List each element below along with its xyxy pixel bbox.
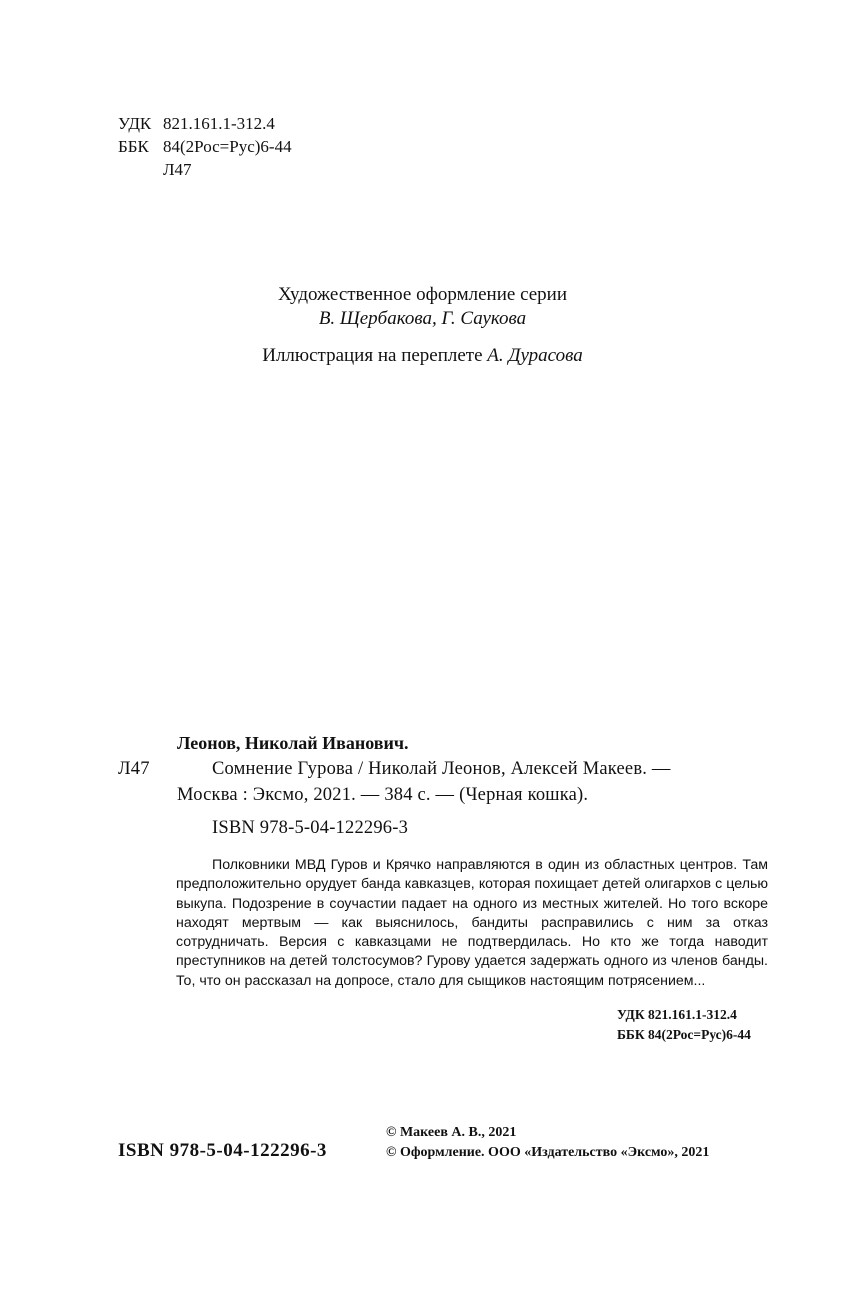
- isbn-footer: ISBN 978-5-04-122296-3: [118, 1140, 327, 1161]
- series-design-names: В. Щербакова, Г. Саукова: [318, 308, 527, 329]
- copyright-author: © Макеев А. В., 2021: [386, 1125, 517, 1140]
- title-line: Сомнение Гурова / Николай Леонов, Алексей Макеев. —: [212, 759, 671, 779]
- copyright-design: © Оформление. ООО «Издательство «Эксмо», 2021: [386, 1145, 710, 1160]
- illustration-credit: [0, 345, 845, 367]
- annotation: [176, 856, 768, 991]
- udk-label: УДК: [118, 114, 152, 133]
- udk-code-line: [118, 113, 275, 135]
- bbk-classification: ББК 84(2Рос=Рус)6-44: [617, 1027, 751, 1042]
- annotation-text: Полковники МВД Гуров и Крячко направляются в один из областных центров. Там предположительно орудует банда кавказцев, которая похищает детей олигархов с целью выкупа. Подозрение в соучастии падает на одного из местных жителей. Но того вскоре находят мертвым — как выяснилось, бандиты расправились с ним за отказ сотрудничать. Версия с кавказцами не подтвердилась. Но кто же тогда наводит преступников на детей толстосумов? Гурову удается задержать одного из членов банды. То, что он рассказал на допросе, стало для сыщиков настоящим потрясением...: [176, 857, 768, 989]
- isbn-line: ISBN 978-5-04-122296-3: [212, 818, 409, 838]
- imprint-line: Москва : Эксмо, 2021. — 384 с. — (Черная кошка).: [177, 785, 589, 805]
- author-heading: Леонов, Николай Иванович.: [177, 733, 409, 753]
- bbk-code-line: [118, 136, 292, 158]
- illustration-name: А. Дурасова: [487, 345, 583, 366]
- bbk-label: ББК: [118, 137, 149, 156]
- author-mark: Л47: [118, 759, 150, 779]
- udk-classification: УДК 821.161.1-312.4: [617, 1007, 737, 1022]
- series-design-label: Художественное оформление серии: [277, 284, 568, 305]
- author-mark-top: Л47: [163, 160, 192, 179]
- udk-value: 821.161.1-312.4: [163, 114, 275, 133]
- bbk-value: 84(2Рос=Рус)6-44: [163, 137, 292, 156]
- illustration-label: Иллюстрация на переплете: [262, 345, 483, 366]
